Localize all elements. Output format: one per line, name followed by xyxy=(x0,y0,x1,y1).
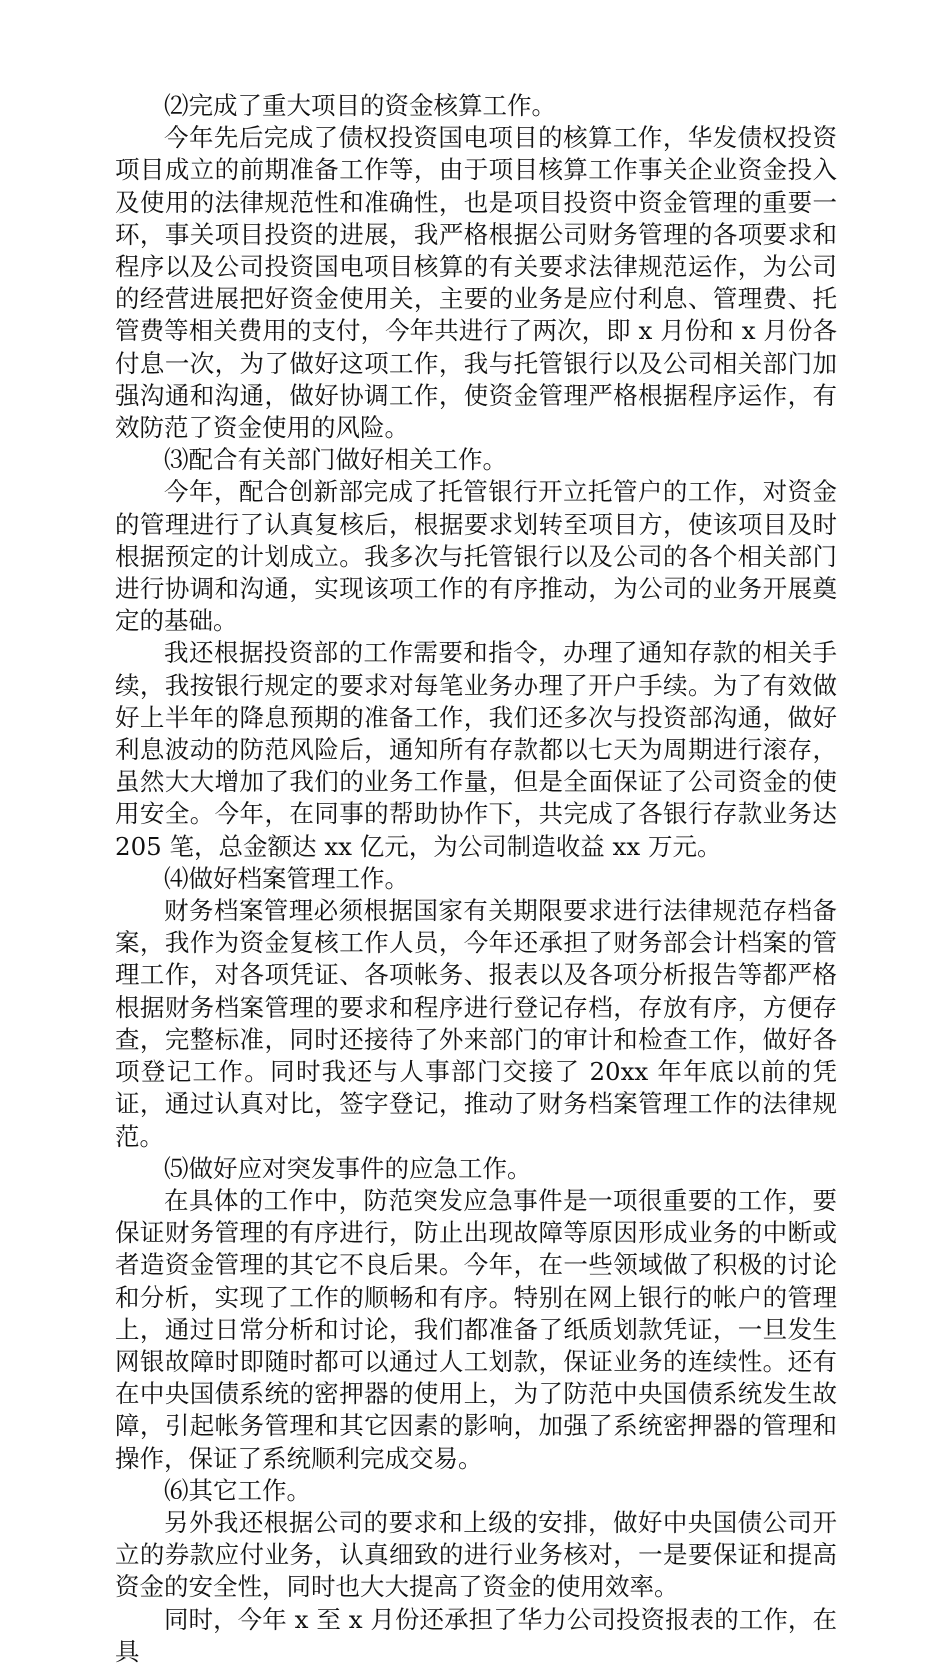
paragraph: 我还根据投资部的工作需要和指令，办理了通知存款的相关手续，我按银行规定的要求对每笔业务办理了开户手续。为了有效做好上半年的降息预期的准备工作，我们还多次与投资部沟通，做好利息波动的防范风险后，通知所有存款都以七天为周期进行滚存，虽然大大增加了我们的业务工作量，但是全面保证了公司资金的使用安全。今年，在同事的帮助协作下，共完成了各银行存款业务达 205 笔，总金额达 xx 亿元，为公司制造收益 xx 万元。 xyxy=(115,638,837,861)
paragraph: 今年，配合创新部完成了托管银行开立托管户的工作，对资金的管理进行了认真复核后，根据要求划转至项目方，使该项目及时根据预定的计划成立。我多次与托管银行以及公司的各个相关部门进行协调和沟通，实现该项工作的有序推动，为公司的业务开展奠定的基础。 xyxy=(115,477,837,636)
paragraph: 同时，今年 x 至 x 月份还承担了华力公司投资报表的工作，在具 xyxy=(115,1604,837,1666)
document-page xyxy=(115,90,837,1668)
section-heading-6: ⑹其它工作。 xyxy=(164,1475,311,1505)
section-heading-5: ⑸做好应对突发事件的应急工作。 xyxy=(164,1153,532,1183)
paragraph: 另外我还根据公司的要求和上级的安排，做好中央国债公司开立的券款应付业务，认真细致的进行业务核对，一是要保证和提高资金的安全性，同时也大大提高了资金的使用效率。 xyxy=(115,1507,837,1602)
section-heading-3: ⑶配合有关部门做好相关工作。 xyxy=(164,445,507,475)
section-heading-4: ⑷做好档案管理工作。 xyxy=(164,863,409,893)
section-heading-2: ⑵完成了重大项目的资金核算工作。 xyxy=(164,91,556,120)
paragraph: 财务档案管理必须根据国家有关期限要求进行法律规范存档备案，我作为资金复核工作人员，今年还承担了财务部会计档案的管理工作，对各项凭证、各项帐务、报表以及各项分析报告等都严格根据财务档案管理的要求和程序进行登记存档，存放有序，方便存查，完整标准，同时还接待了外来部门的审计和检查工作，做好各项登记工作。同时我还与人事部门交接了 20xx 年年底以前的凭证，通过认真对比，签字登记，推动了财务档案管理工作的法律规范。 xyxy=(115,896,837,1151)
paragraph: 在具体的工作中，防范突发应急事件是一项很重要的工作，要保证财务管理的有序进行，防止出现故障等原因形成业务的中断或者造资金管理的其它不良后果。今年，在一些领域做了积极的讨论和分析，实现了工作的顺畅和有序。特别在网上银行的帐户的管理上，通过日常分析和讨论，我们都准备了纸质划款凭证，一旦发生网银故障时即随时都可以通过人工划款，保证业务的连续性。还有在中央国债系统的密押器的使用上，为了防范中央国债系统发生故障，引起帐务管理和其它因素的影响，加强了系统密押器的管理和操作，保证了系统顺利完成交易。 xyxy=(115,1185,837,1473)
paragraph: 今年先后完成了债权投资国电项目的核算工作，华发债权投资项目成立的前期准备工作等，由于项目核算工作事关企业资金投入及使用的法律规范性和准确性，也是项目投资中资金管理的重要一环，事关项目投资的进展，我严格根据公司财务管理的各项要求和程序以及公司投资国电项目核算的有关要求法律规范运作，为公司的经营进展把好资金使用关，主要的业务是应付利息、管理费、托管费等相关费用的支付，今年共进行了两次，即 x 月份和 x 月份各付息一次，为了做好这项工作，我与托管银行以及公司相关部门加强沟通和沟通，做好协调工作，使资金管理严格根据程序运作，有效防范了资金使用的风险。 xyxy=(115,123,837,443)
